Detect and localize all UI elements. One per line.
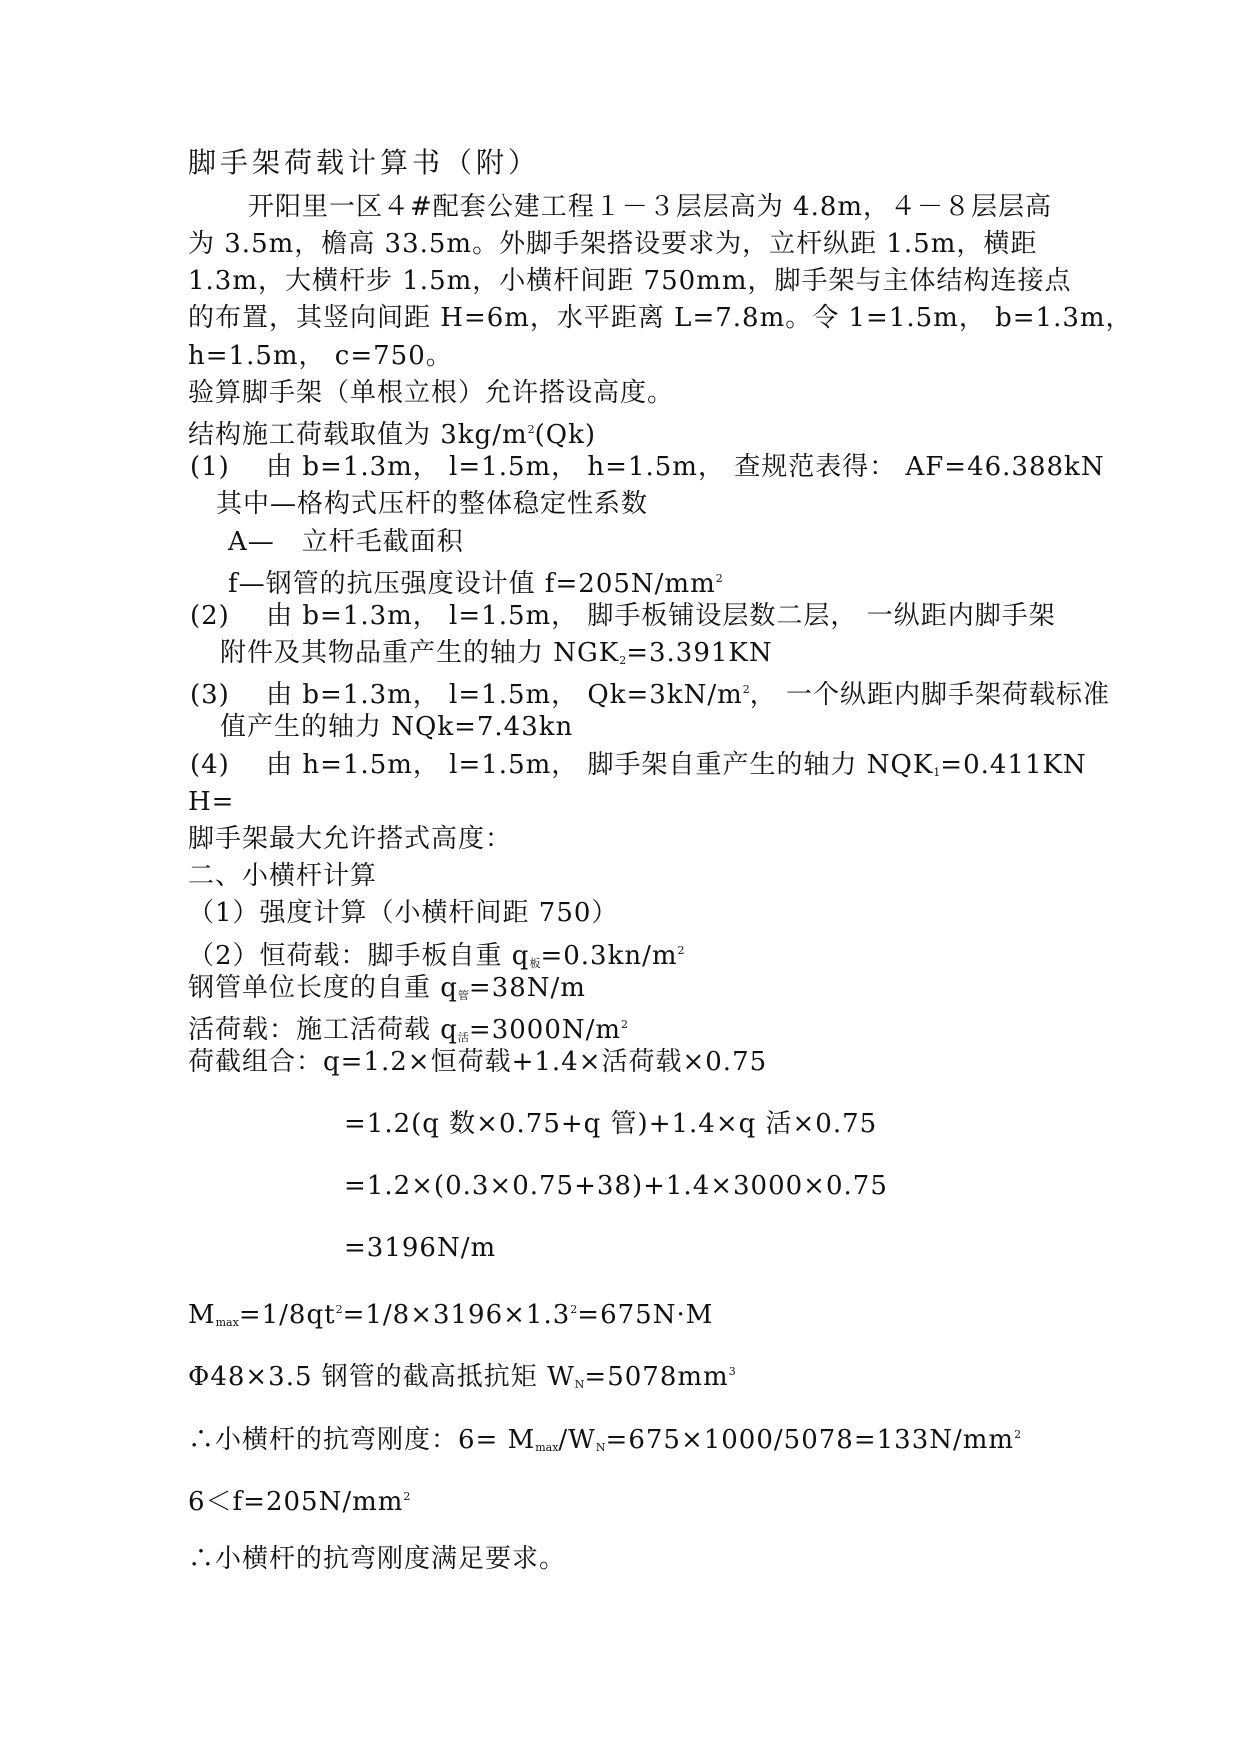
item-3: (3) 由 b=1.3m， l=1.5m， $Qk=3kN/m^2$， 一个纵距内脚手架荷载标准	[190, 680, 1111, 710]
live-load: 活荷载：施工活荷载 $q_活=3000N/m^2$	[188, 1015, 629, 1045]
h-equation: H=	[188, 787, 235, 817]
section-modulus: Φ48×3.5 钢管的截高抵抗矩 $W_N=5078mm^3$	[188, 1362, 736, 1392]
check-heading: 验算脚手架（单根立根）允许搭设高度。	[188, 378, 675, 408]
intro-line-1: 开阳里一区４#配套公建工程１－３层层高为 4.8m，４－８层层高	[248, 192, 1053, 222]
conclusion: ∴小横杆的抗弯刚度满足要求。	[188, 1544, 567, 1574]
bending-stiffness: ∴小横杆的抗弯刚度：$6= M_{max}/W_N=675\times 1000/5078=133N/mm^2$	[188, 1425, 1022, 1455]
equation-line-3: =3196N/m	[344, 1233, 497, 1263]
equation-line-1: =1.2(q 数×0.75+q 管)+1.4×q 活×0.75	[344, 1109, 878, 1139]
item-1-note: 其中—格构式压杆的整体稳定性系数	[216, 489, 649, 519]
dead-load: （2）恒荷载：脚手板自重 $q_板=0.3kn/m^2$	[188, 941, 685, 971]
item-1-area: A— 立杆毛截面积	[228, 527, 464, 557]
equation-line-2: =1.2×(0.3×0.75+38)+1.4×3000×0.75	[344, 1171, 888, 1201]
intro-line-5: h=1.5m， c=750。	[188, 341, 453, 371]
item-1: (1) 由 b=1.3m， l=1.5m， h=1.5m， 查规范表得： AF=46.388kN	[190, 452, 1105, 482]
item-3-cont: 值产生的轴力 NQk=7.43kn	[220, 712, 574, 742]
load-combination: 荷截组合：q=1.2×恒荷载+1.4×活荷载×0.75	[188, 1047, 768, 1077]
item-2-cont: 附件及其物品重产生的轴力 $NGK_2=3.391KN$	[220, 638, 773, 668]
max-height: 脚手架最大允许搭式高度：	[188, 824, 513, 854]
pipe-weight: 钢管单位长度的自重 $q_管=38N/m$	[188, 973, 586, 1003]
intro-line-3: 1.3m，大横杆步 1.5m，小横杆间距 750mm，脚手架与主体结构连接点	[188, 266, 1072, 296]
stress-inequality: $6<f=205N/mm^2$	[188, 1487, 411, 1517]
item-4: (4) 由 h=1.5m， l=1.5m， 脚手架自重产生的轴力 $NQK_1=0.411KN$	[190, 750, 1087, 780]
intro-line-4: 的布置，其竖向间距 H=6m，水平距离 L=7.8m。令 1=1.5m， b=1.3m，	[188, 303, 1133, 333]
load-value: 结构施工荷载取值为 $3kg/m^2(Qk)$	[188, 420, 596, 450]
strength-calc: （1）强度计算（小横杆间距 750）	[188, 898, 619, 928]
item-2: (2) 由 b=1.3m， l=1.5m， 脚手板铺设层数二层， 一纵距内脚手架	[190, 601, 1056, 631]
section-2-heading: 二、小横杆计算	[188, 861, 378, 891]
intro-line-2: 为 3.5m，檐高 33.5m。外脚手架搭设要求为，立杆纵距 1.5m，横距	[188, 229, 1038, 259]
max-moment: $M_{max}=1/8qt^2=1/8\times 3196\times 1.3^2=675N\cdot M$	[188, 1300, 714, 1330]
item-1-strength: f—钢管的抗压强度设计值 $f=205N/mm^2$	[228, 569, 723, 599]
doc-title: 脚手架荷载计算书（附）	[188, 146, 541, 179]
